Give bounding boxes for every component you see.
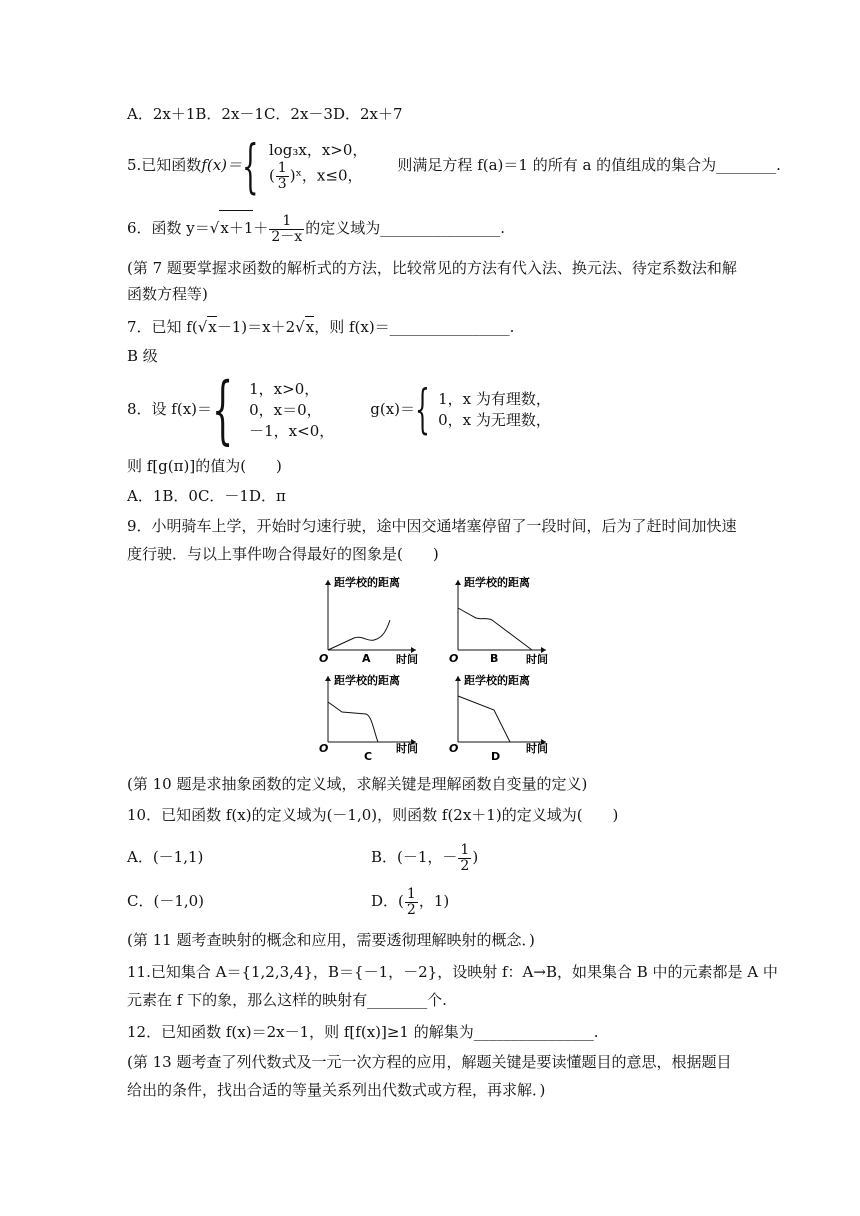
q5-case2-close: )ˣ，x≤0， [289,166,363,185]
graph-b-ylabel: 距学校的距离 [464,576,530,589]
q11-line1: 11.已知集合 A＝{1,2,3,4}，B＝{－1，－2}，设映射 f：A→B，如果集合 B 中的元素都是 A 中 [127,963,778,981]
q8-f-case3: －1，x<0， [249,421,335,440]
q5-num: 1 [277,160,287,176]
q6-suffix: 的定义域为________________. [305,219,505,237]
q10-d-den: 2 [406,901,416,918]
q10-b-den: 2 [460,857,470,874]
q8-f-case2: 0，x＝0， [249,400,322,419]
q5-cases [269,140,367,192]
graph-d-origin: O [449,742,459,755]
graph-d [446,672,556,764]
q6: 6．函数 y＝√x＋1＋ $\frac{1}{2-x}$ 的定义域为________________. [127,210,505,245]
q10-b-open: B．(－1，－ [371,848,458,866]
graph-d-label: D [491,750,501,763]
graph-d-ylabel: 距学校的距离 [464,674,530,687]
q8-f-cases [249,379,334,442]
graph-b-xlabel: 时间 [526,653,548,664]
q6-den: 2－x [271,228,303,245]
q8-g-case1: 1，x 为有理数， [438,390,551,408]
q8 [127,367,551,453]
q8-question: 则 f[g(π)]的值为( ) [127,457,282,475]
q10-b-fraction [458,843,471,874]
q5-den: 3 [277,176,287,192]
q10-option-c: C．(－1,0) [127,892,205,910]
q6-num: 1 [269,214,304,230]
q7-suffix: ，则 f(x)＝________________. [314,318,515,336]
q8-f-case1: 1，x>0， [249,379,320,398]
q5-case1: log₃x，x>0， [268,141,368,159]
q5-suffix: 则满足方程 f(a)＝1 的所有 a 的值组成的集合为________. [397,156,781,174]
q7-sqrt2: x [305,318,315,336]
q10-stem: 10．已知函数 f(x)的定义域为(－1,0)，则函数 f(2x＋1)的定义域为( ) [127,806,619,824]
q7: 7．已知 f(√x－1)＝x＋2√x，则 f(x)＝________________. [127,318,515,336]
q11-line2: 元素在 f 下的象，那么这样的映射有________个. [127,991,447,1009]
note7-line2: 函数方程等) [127,285,208,303]
graph-b-origin: O [449,652,459,664]
note13-line2: 给出的条件，找出合适的等量关系列出代数式或方程，再求解．) [127,1081,546,1099]
graph-a [316,572,426,664]
q7-prefix: 7．已知 f( [127,318,198,336]
q8-f-brace: { [212,367,234,453]
q6-sqrt: x＋1 [219,210,253,245]
q5-case2 [269,161,367,192]
q9-line1: 9．小明骑车上学，开始时匀速行驶，途中因交通堵塞停留了一段时间，后为了赶时间加快速 [127,517,737,535]
graph-b [446,572,556,664]
q9-line2: 度行驶．与以上事件吻合得最好的图象是( ) [127,545,439,563]
graph-a-xlabel: 时间 [396,653,418,664]
q4-options: A．2x＋1B．2x－1C．2x－3D．2x＋7 [127,105,403,123]
q10-d-close: ，1) [418,892,450,910]
q8-prefix: 8．设 f(x)＝ [127,400,213,418]
graph-c [316,672,426,764]
graph-c-label: C [364,750,373,763]
q7-sqrt1: x [208,318,217,336]
q10-b-num: 1 [460,841,470,858]
note11: (第 11 题考查映射的概念和应用，需要透彻理解映射的概念．) [127,931,535,949]
q5-fx: f(x)＝ [201,156,243,174]
q8-g-prefix: g(x)＝ [370,400,416,418]
note7-line1: (第 7 题要掌握求函数的解析式的方法，比较常见的方法有代入法、换元法、待定系数法和解 [127,259,737,277]
q5-prefix: 5.已知函数 [127,156,202,174]
q12: 12．已知函数 f(x)＝2x－1，则 f[f(x)]≥1 的解集为________________. [127,1023,599,1041]
graph-d-xlabel: 时间 [526,742,548,755]
graph-a-ylabel: 距学校的距离 [334,576,400,589]
q10-b-close: ) [472,848,479,866]
q6-fraction [269,214,304,245]
graph-c-ylabel: 距学校的距离 [334,674,400,687]
q7-mid: －1)＝x＋2 [216,318,296,336]
q10-option-b [371,840,478,874]
q8-g-brace: { [415,380,430,440]
q10-d-open: D．( [371,892,404,910]
q8-g-cases [438,389,551,431]
graph-b-label: B [490,652,499,664]
q10-d-fraction [405,887,418,918]
q10-option-a: A．(－1,1) [127,848,204,866]
q6-prefix: 6．函数 y＝ [127,219,210,237]
level-b: B 级 [127,347,158,365]
q10-d-num: 1 [406,885,416,902]
note13-line1: (第 13 题考查了列代数式及一元一次方程的应用，解题关键是要读懂题目的意思，根据题目 [127,1053,732,1071]
q10-option-d [371,884,449,918]
graph-c-origin: O [319,742,329,755]
q5-brace: { [242,132,259,200]
q6-plus: ＋ [253,219,269,237]
graph-a-label: A [362,652,371,664]
q5-case2-open: ( [268,166,275,185]
q5-fraction [276,161,289,192]
note10: (第 10 题是求抽象函数的定义域，求解关键是理解函数自变量的定义) [127,775,588,793]
q8-options: A．1B．0C．－1D．π [127,487,286,505]
q8-g-case2: 0，x 为无理数， [438,411,551,429]
q5 [127,132,781,200]
graph-c-xlabel: 时间 [396,742,418,755]
graph-a-origin: O [319,652,329,664]
